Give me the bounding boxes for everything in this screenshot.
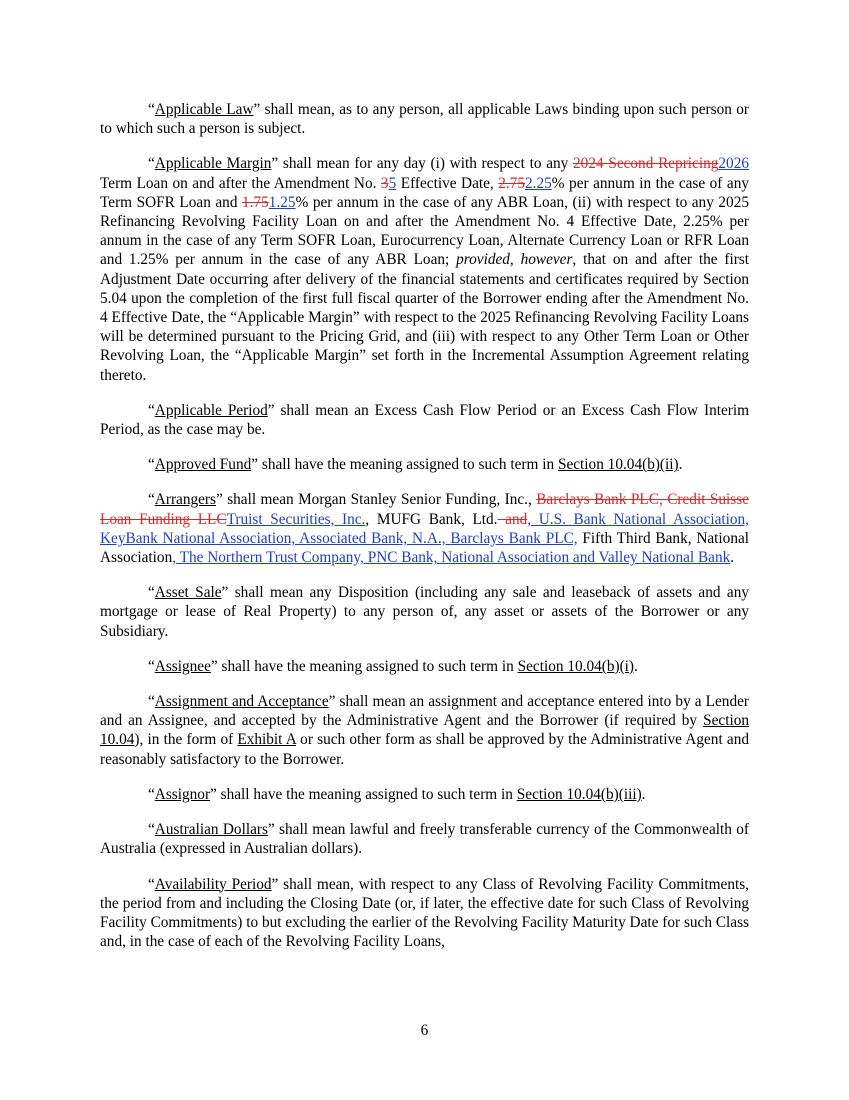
- inserted-text: Truist Securities, Inc.: [226, 510, 366, 528]
- defined-term: Assignor: [154, 785, 211, 803]
- defined-term: Arrangers: [154, 491, 216, 509]
- inserted-text: , The Northern Trust Company, PNC Bank, National Association and Valley National Bank: [172, 549, 731, 567]
- definition-text: .: [678, 456, 683, 474]
- definition-arrangers: “Arrangers” shall mean Morgan Stanley Senior Funding, Inc., Barclays Bank PLC, Credit Suisse Loan Funding LLCTruist Securities, Inc., MUFG Bank, Ltd. and, U.S. Bank National Association, KeyBank National Association, Associated Bank, N.A., Barclays Bank PLC, Fifth Third Bank, National Association, The Northern Trust Company, PNC Bank, National Association and Valley National Bank.: [100, 491, 750, 567]
- defined-term: Applicable Period: [154, 401, 268, 419]
- deleted-text: Barclays Bank PLC, Credit Suisse Loan Funding LLC: [100, 491, 749, 528]
- page-number: 6: [420, 1022, 429, 1039]
- definition-australian-dollars: “Australian Dollars” shall mean lawful and freely transferable currency of the Commonwealth of Australia (expressed in Australian dollars).: [100, 821, 749, 858]
- definition-text: ” shall mean for any day (i) with respect to any: [271, 155, 574, 173]
- inserted-text: 2.25: [525, 174, 552, 192]
- defined-term: Applicable Margin: [154, 155, 272, 173]
- defined-term: Assignee: [154, 657, 211, 675]
- inserted-text: 1.25: [268, 193, 296, 211]
- document-page: [100, 100, 749, 967]
- inserted-text: 2026: [718, 155, 749, 173]
- inserted-text: , U.S. Bank National Association, KeyBank National Association, Associated Bank, N.A., Barclays Bank PLC,: [100, 510, 749, 547]
- definition-assignment-and-acceptance: “Assignment and Acceptance” shall mean an assignment and acceptance entered into by a Lender and an Assignee, and accepted by the Administrative Agent and the Borrower (if required by Section 10.04), in the form of Exhibit A or such other form as shall be approved by the Administrative Agent and reasonably satisfactory to the Borrower.: [100, 693, 749, 768]
- definition-applicable-law: “Applicable Law” shall mean, as to any person, all applicable Laws binding upon such person or to which such a person is subject.: [100, 101, 749, 138]
- deleted-text: 2.75: [498, 174, 526, 192]
- definition-text: ” shall mean, as to any person, all applicable Laws binding upon such person or to which such a person is subject.: [100, 101, 749, 138]
- definition-text: ” shall mean any Disposition (including any sale and leaseback of assets and any mortgage or lease of Real Property) to any person of, any asset or assets of the Borrower or any Subsidiary.: [100, 584, 749, 640]
- definition-asset-sale: “Asset Sale” shall mean any Disposition (including any sale and leaseback of assets and any mortgage or lease of Real Property) to any person of, any asset or assets of the Borrower or any Subsidiary.: [100, 584, 749, 640]
- definition-text: ” shall mean Morgan Stanley Senior Funding, Inc.,: [215, 491, 537, 509]
- defined-term: Asset Sale: [154, 584, 222, 602]
- definition-text: Effective Date,: [396, 174, 499, 192]
- section-reference: Section 10.04: [100, 712, 749, 749]
- definition-text: ,: [509, 251, 521, 269]
- definition-text: .: [634, 657, 638, 675]
- definition-text: ), in the form of: [134, 731, 238, 749]
- definition-assignor: “Assignor” shall have the meaning assigned to such term in Section 10.04(b)(iii).: [148, 785, 646, 803]
- deleted-text: 3: [380, 174, 389, 192]
- definition-applicable-margin: “Applicable Margin” shall mean for any day (i) with respect to any 2024 Second Repricing2026 Term Loan on and after the Amendment No. 35 Effective Date, 2.752.25% per annum in the case of any Term SOFR Loan and 1.751.25% per annum in the case of any ABR Loan, (ii) with respect to any 2025 Refinancing Revolving Facility Loan on and after the Amendment No. 4 Effective Date, 2.25% per annum in the case of any Term SOFR Loan, Eurocurrency Loan, Alternate Currency Loan or RFR Loan and 1.25% per annum in the case of any ABR Loan; provided, however, that on and after the first Adjustment Date occurring after delivery of the financial statements and certificates required by Section 5.04 upon the completion of the first full fiscal quarter of the Borrower ending after the Amendment No. 4 Effective Date, the “Applicable Margin” with respect to the 2025 Refinancing Revolving Facility Loans will be determined pursuant to the Pricing Grid, and (iii) with respect to any Other Term Loan or Other Revolving Loan, the “Applicable Margin” set forth in the Incremental Assumption Agreement relating thereto.: [100, 155, 749, 384]
- section-reference: Section 10.04(b)(ii): [557, 456, 679, 474]
- definition-text: ” shall have the meaning assigned to such term in: [210, 657, 518, 675]
- definition-text: ” shall have the meaning assigned to such term in: [251, 456, 558, 474]
- definition-text: ” shall mean an assignment and acceptance entered into by a Lender and an Assignee, and accepted by the Administrative Agent and the Borrower (if required by: [100, 693, 749, 730]
- definition-text: .: [641, 785, 646, 803]
- definition-text: ” shall have the meaning assigned to such term in: [210, 785, 517, 803]
- section-reference: Section 10.04(b)(i): [517, 657, 635, 675]
- deleted-text: 1.75: [242, 193, 269, 211]
- definition-text: ” shall mean, with respect to any Class of Revolving Facility Commitments, the period from and including the Closing Date (or, if later, the effective date for such Class of Revolving Facility Commitments) to but excluding the earlier of the Revolving Facility Maturity Date for such Class and, in the case of each of the Revolving Facility Loans,: [100, 875, 749, 951]
- definition-text: Fifth Third Bank, National Association: [100, 529, 750, 567]
- defined-term: Assignment and Acceptance: [154, 693, 329, 711]
- defined-term: Applicable Law: [154, 101, 254, 118]
- definition-text: , that on and after the first Adjustment Date occurring after delivery of the financial statements and certificates required by Section 5.04 upon the completion of the first full fiscal quarter of the Borrower ending after the Amendment No. 4 Effective Date, the “Applicable Margin” with respect to the 2025 Refinancing Revolving Facility Loans will be determined pursuant to the Pricing Grid, and (iii) with respect to any Other Term Loan or Other Revolving Loan, the “Applicable Margin” set forth in the Incremental Assumption Agreement relating thereto.: [100, 251, 749, 384]
- definition-text: ” shall mean lawful and freely transferable currency of the Commonwealth of Australia (expressed in Australian dollars).: [100, 821, 749, 858]
- definition-assignee: “Assignee” shall have the meaning assigned to such term in Section 10.04(b)(i).: [148, 657, 638, 675]
- definition-approved-fund: “Approved Fund” shall have the meaning assigned to such term in Section 10.04(b)(ii).: [148, 456, 683, 474]
- defined-term: Australian Dollars: [154, 821, 268, 839]
- definition-text: % per annum in the case of any Term SOFR Loan and: [100, 174, 749, 211]
- definition-text: .: [730, 549, 735, 567]
- definition-applicable-period: “Applicable Period” shall mean an Excess Cash Flow Period or an Excess Cash Flow Interim Period, as the case may be.: [100, 401, 750, 439]
- defined-term: Availability Period: [154, 875, 272, 893]
- exhibit-reference: Exhibit A: [237, 731, 296, 749]
- inserted-text: 5: [388, 174, 397, 192]
- italic-however: however: [520, 251, 573, 269]
- section-reference: Section 10.04(b)(iii): [516, 785, 642, 803]
- deleted-text: 2024 Second Repricing: [573, 155, 719, 173]
- defined-term: Approved Fund: [154, 456, 252, 474]
- definition-text: Term Loan on and after the Amendment No.: [100, 174, 381, 192]
- definition-text: or such other form as shall be approved by the Administrative Agent and reasonably satisfactory to the Borrower.: [100, 731, 749, 768]
- definition-text: , MUFG Bank, Ltd.: [365, 510, 498, 528]
- deleted-text: and: [497, 510, 528, 528]
- definition-text: ” shall mean an Excess Cash Flow Period or an Excess Cash Flow Interim Period, as the case may be.: [100, 401, 750, 439]
- definition-availability-period: “Availability Period” shall mean, with respect to any Class of Revolving Facility Commitments, the period from and including the Closing Date (or, if later, the effective date for such Class of Revolving Facility Commitments) to but excluding the earlier of the Revolving Facility Maturity Date for such Class and, in the case of each of the Revolving Facility Loans,: [100, 875, 749, 951]
- italic-provided: provided: [456, 251, 510, 269]
- definition-text: % per annum in the case of any ABR Loan, (ii) with respect to any 2025 Refinancing Revolving Facility Loan on and after the Amendment No. 4 Effective Date, 2.25% per annum in the case of any Term SOFR Loan, Eurocurrency Loan, Alternate Currency Loan or RFR Loan and 1.25% per annum in the case of any ABR Loan;: [100, 193, 749, 269]
